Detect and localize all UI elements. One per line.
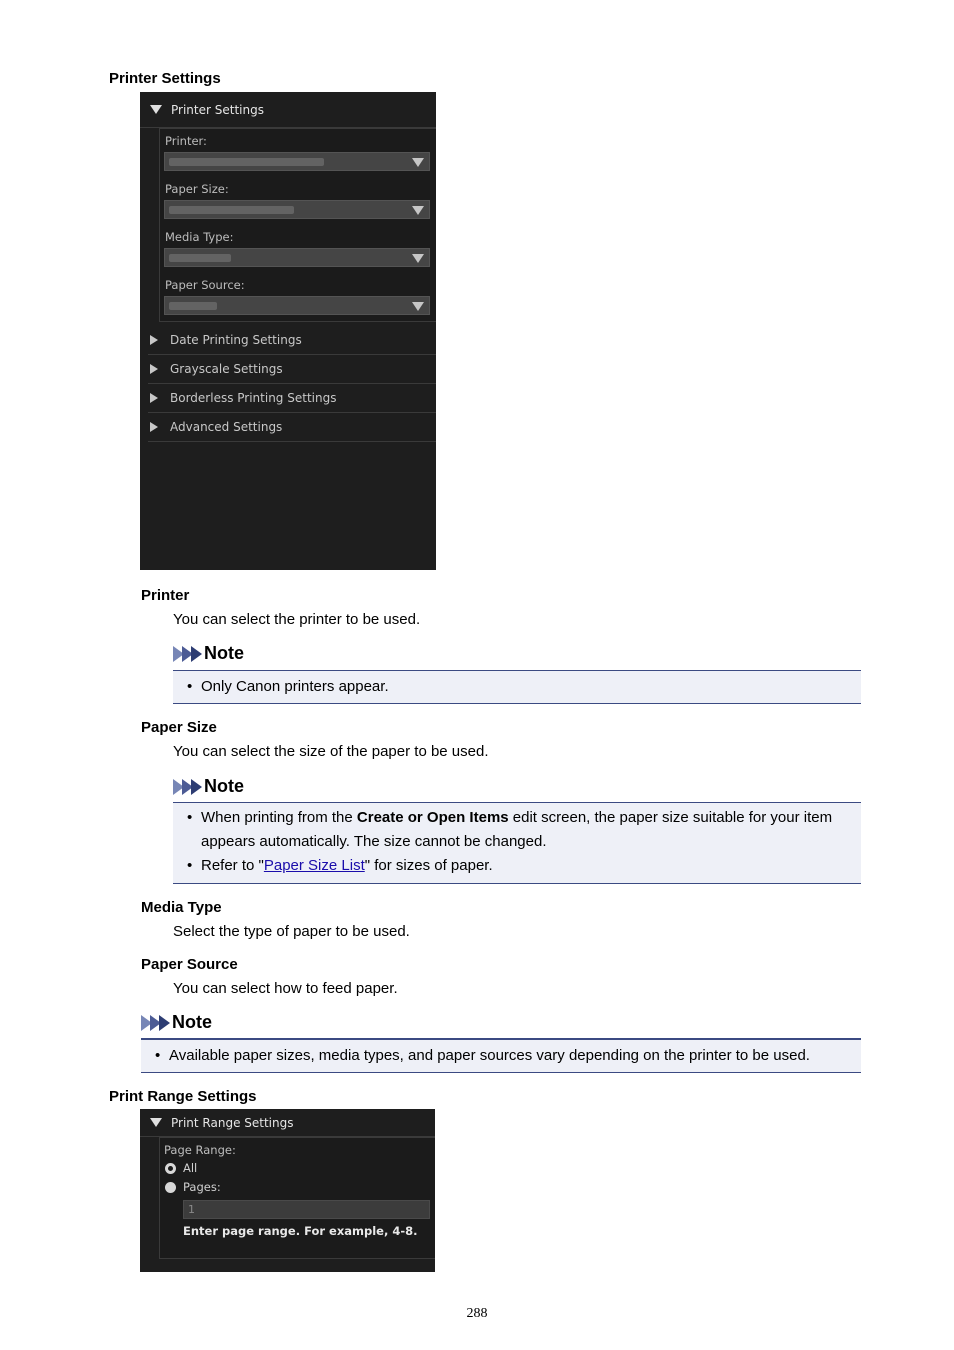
page-range-hint: Enter page range. For example, 4-8. (183, 1224, 418, 1238)
note-heading (173, 776, 244, 797)
term-paper-source: Paper Source (141, 956, 238, 973)
section-title-print-range-settings: Print Range Settings (109, 1088, 257, 1105)
note-text: " for sizes of paper. (364, 857, 493, 874)
collapsed-triangle-icon (150, 335, 158, 345)
paper-source-select[interactable] (164, 296, 430, 315)
note-label: Note (204, 643, 244, 663)
chevron-down-icon (412, 254, 424, 263)
date-printing-settings-row[interactable] (148, 326, 436, 355)
desc-paper-source: You can select how to feed paper. (173, 980, 398, 997)
chevron-down-icon (412, 206, 424, 215)
print-range-settings-header[interactable] (140, 1109, 435, 1137)
term-printer: Printer (141, 587, 190, 604)
chevron-down-icon (412, 158, 424, 167)
blurred-value (169, 158, 324, 166)
blurred-value (169, 206, 294, 214)
paper-size-list-link[interactable]: Paper Size List (263, 857, 365, 874)
print-range-header-label: Print Range Settings (171, 1115, 294, 1130)
paper-source-field-label: Paper Source: (165, 278, 245, 292)
desc-media-type: Select the type of paper to be used. (173, 923, 410, 940)
page-range-label: Page Range: (164, 1143, 236, 1157)
page-number: 288 (466, 1306, 488, 1321)
option-pages[interactable] (165, 1180, 221, 1194)
option-pages-label: Pages: (183, 1180, 221, 1194)
chevron-down-icon (412, 302, 424, 311)
note-box-paper-size (173, 802, 861, 884)
row-label: Date Printing Settings (170, 333, 302, 347)
media-type-field-label: Media Type: (165, 230, 234, 244)
collapsed-triangle-icon (150, 422, 158, 432)
grayscale-settings-row[interactable] (148, 355, 436, 384)
printer-settings-header[interactable] (140, 92, 436, 128)
radio-selected-icon[interactable] (165, 1163, 176, 1174)
note-bold-text: Create or Open Items (356, 809, 509, 826)
note-text: When printing from the (201, 809, 357, 826)
advanced-settings-row[interactable] (148, 413, 436, 442)
desc-printer: You can select the printer to be used. (173, 611, 421, 628)
media-type-select[interactable] (164, 248, 430, 267)
printer-settings-body (159, 128, 436, 322)
section-title-printer-settings: Printer Settings (109, 70, 221, 87)
note-item: • Available paper sizes, media types, and paper sources vary depending on the printer to be used. (141, 1044, 861, 1068)
note-item (173, 806, 861, 854)
pages-input[interactable]: 1 (183, 1200, 430, 1219)
printer-settings-panel (140, 92, 436, 570)
note-heading (141, 1012, 212, 1033)
term-media-type: Media Type (141, 899, 222, 916)
blurred-value (169, 254, 231, 262)
blurred-value (169, 302, 217, 310)
expanded-triangle-icon (150, 105, 162, 114)
note-box-printer (173, 670, 861, 704)
printer-field-label: Printer: (165, 134, 207, 148)
paper-size-field-label: Paper Size: (165, 182, 229, 196)
print-range-settings-panel (140, 1109, 435, 1272)
collapsed-triangle-icon (150, 364, 158, 374)
note-text: Refer to " (201, 857, 264, 874)
radio-unselected-icon[interactable] (165, 1182, 176, 1193)
row-label: Grayscale Settings (170, 362, 283, 376)
note-box-paper-source (141, 1038, 861, 1073)
row-label: Borderless Printing Settings (170, 391, 337, 405)
term-paper-size: Paper Size (141, 719, 217, 736)
note-chevrons-icon (173, 779, 200, 795)
note-item: • Only Canon printers appear. (173, 675, 861, 699)
paper-size-select[interactable] (164, 200, 430, 219)
print-range-body (159, 1137, 435, 1259)
row-label: Advanced Settings (170, 420, 283, 434)
printer-settings-header-label: Printer Settings (171, 102, 264, 117)
note-label: Note (204, 776, 244, 796)
note-heading (173, 643, 244, 664)
note-text: edit screen, the paper size suitable for your item appears automatically. The size cannot be changed. (201, 809, 833, 850)
borderless-printing-settings-row[interactable] (148, 384, 436, 413)
printer-select[interactable] (164, 152, 430, 171)
option-all[interactable] (165, 1161, 197, 1175)
note-label: Note (172, 1012, 212, 1032)
note-chevrons-icon (141, 1015, 168, 1031)
note-item (173, 854, 861, 878)
note-chevrons-icon (173, 646, 200, 662)
collapsed-triangle-icon (150, 393, 158, 403)
option-all-label: All (183, 1161, 198, 1175)
desc-paper-size: You can select the size of the paper to be used. (173, 743, 489, 760)
expanded-triangle-icon (150, 1118, 162, 1127)
